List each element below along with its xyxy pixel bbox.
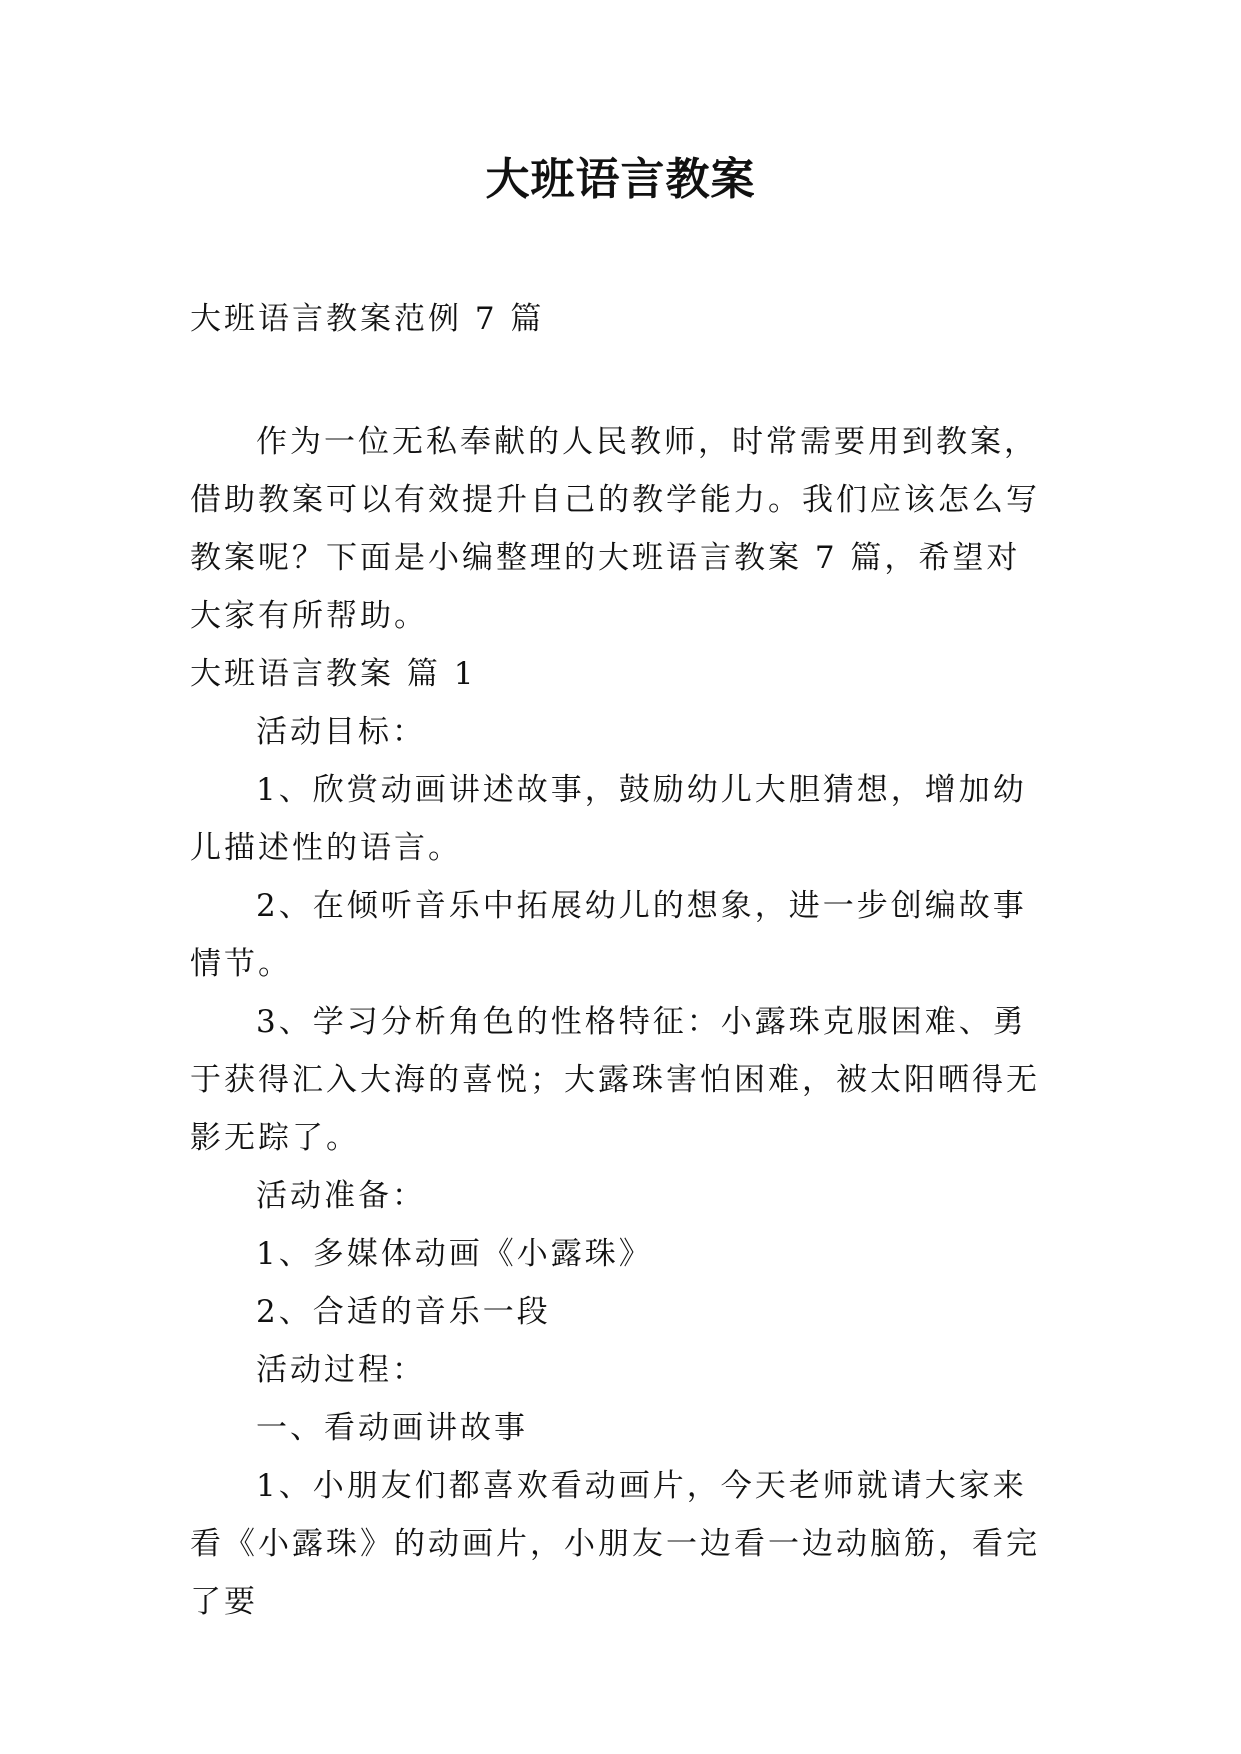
goal-item-3: 3、学习分析角色的性格特征：小露珠克服困难、勇于获得汇入大海的喜悦；大露珠害怕困难，被太阳晒得无影无踪了。: [190, 1004, 1040, 1156]
document-subtitle: 大班语言教案范例 7 篇: [190, 301, 545, 337]
activity-preparation-heading: 活动准备：: [256, 1178, 426, 1214]
goal-item-2: 2、在倾听音乐中拓展幼儿的想象，进一步创编故事情节。: [190, 888, 1027, 982]
document-title: 大班语言教案: [485, 154, 756, 205]
intro-paragraph: 作为一位无私奉献的人民教师，时常需要用到教案，借助教案可以有效提升自己的教学能力。我们应该怎么写教案呢？下面是小编整理的大班语言教案 7 篇，希望对大家有所帮助。: [190, 424, 1040, 634]
activity-process-heading: 活动过程：: [256, 1352, 426, 1388]
preparation-item-1: 1、多媒体动画《小露珠》: [256, 1236, 653, 1272]
document-body: [190, 290, 1052, 1631]
goal-item-1: 1、欣赏动画讲述故事，鼓励幼儿大胆猜想，增加幼儿描述性的语言。: [190, 772, 1027, 866]
activity-goals-heading: 活动目标：: [256, 714, 426, 750]
process-step-heading: 一、看动画讲故事: [256, 1410, 528, 1446]
section-heading: 大班语言教案 篇 1: [190, 656, 477, 692]
preparation-item-2: 2、合适的音乐一段: [256, 1294, 551, 1330]
process-item-1: 1、小朋友们都喜欢看动画片，今天老师就请大家来看《小露珠》的动画片，小朋友一边看一边动脑筋，看完了要: [190, 1468, 1040, 1620]
